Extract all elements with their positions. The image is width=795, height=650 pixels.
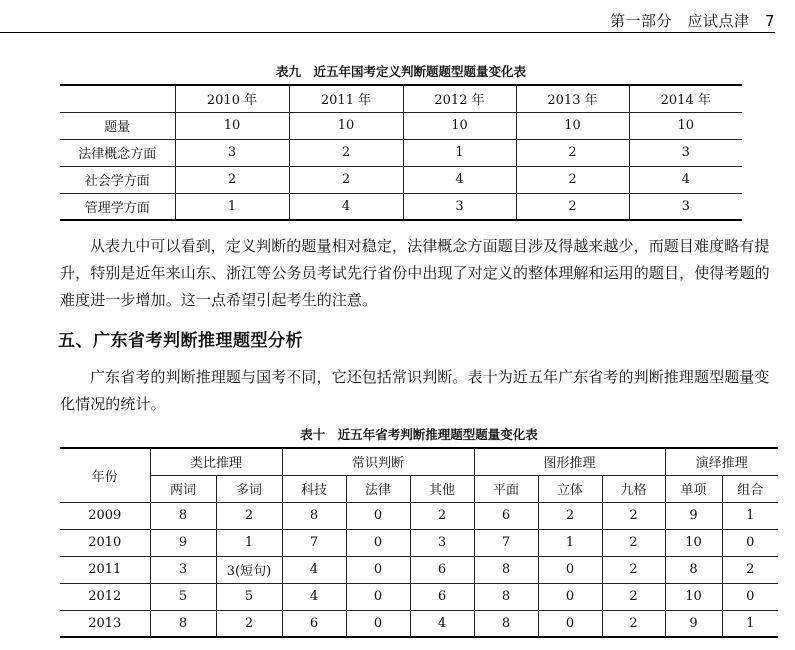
table10-cell: 7 [282,529,346,556]
table10-row [60,556,778,583]
table9-cell: 2 [516,193,629,220]
table9-header-cell [60,85,175,112]
table10-cell: 0 [346,556,410,583]
table9-cell: 4 [289,193,403,220]
table10-cell: 0 [722,583,778,610]
table10-cell: 7 [474,529,538,556]
table10-cell: 2 [722,556,778,583]
table9-cell: 4 [629,166,742,193]
table10-cell: 8 [474,583,538,610]
paragraph-1: 从表九中可以看到，定义判断的题量相对稳定，法律概念方面题目涉及得越来越少，而题目难度略有提升，特别是近年来山东、浙江等公务员考试先行省份中出现了对定义的整体理解和运用的题目，使得考题的难度进一步增加。这一点希望引起考生的注意。 [60,237,770,309]
table9 [60,84,742,221]
table10-year-header: 年份 [60,448,150,502]
table9-cell: 10 [516,112,629,139]
table9-cell: 1 [175,193,289,220]
table10-group-row [60,448,778,475]
table9-cell: 3 [403,193,516,220]
table10-cell: 2 [602,529,665,556]
table9-cell: 3 [629,193,742,220]
table10-cell: 6 [410,556,474,583]
header-text: 第一部分 应试点津 7 [609,12,775,30]
table10-subheader: 多词 [216,475,282,502]
table9-cell: 1 [403,139,516,166]
page-header [0,8,775,33]
table10-cell: 8 [474,610,538,637]
table10-cell: 5 [150,583,216,610]
table10-cell: 2 [602,502,665,529]
table9-cell: 3 [629,139,742,166]
table10-caption: 表十 近五年省考判断推理题型题量变化表 [300,427,538,442]
table9-cell: 2 [175,166,289,193]
table10-subheader: 两词 [150,475,216,502]
table10-cell: 8 [282,502,346,529]
table10-cell: 0 [538,556,602,583]
table9-cell: 管理学方面 [60,193,175,220]
table10-cell: 4 [282,556,346,583]
table9-cell: 10 [289,112,403,139]
table9-header-cell: 2011 年 [289,85,403,112]
table10-subheader: 立体 [538,475,602,502]
table9-header-row [60,85,742,112]
table10-subheader: 科技 [282,475,346,502]
table9-header-cell: 2012 年 [403,85,516,112]
table10-row [60,583,778,610]
table10 [60,447,778,638]
table10-cell: 1 [538,529,602,556]
table10-cell: 3 [150,556,216,583]
table10-row [60,529,778,556]
table9-cell: 2 [289,139,403,166]
table10-cell: 4 [282,583,346,610]
table9-cell: 2 [516,139,629,166]
table10-group-header: 常识判断 [282,448,474,475]
table10-cell: 2 [410,502,474,529]
table10-cell: 8 [665,556,722,583]
table10-cell: 1 [722,502,778,529]
table10-cell: 4 [410,610,474,637]
table9-row [60,193,742,220]
table10-cell: 2 [602,610,665,637]
table9-caption: 表九 近五年国考定义判断题题型题量变化表 [275,64,526,79]
table10-cell: 0 [538,610,602,637]
table9-cell: 4 [403,166,516,193]
table10-cell: 10 [665,583,722,610]
table10-cell: 2 [216,502,282,529]
table10-cell: 0 [722,529,778,556]
table9-cell: 10 [403,112,516,139]
table10-cell: 2 [216,610,282,637]
table9-row [60,166,742,193]
paragraph-2: 广东省考的判断推理题与国考不同，它还包括常识判断。表十为近五年广东省考的判断推理题型题量变化情况的统计。 [60,368,770,413]
table9-cell: 10 [175,112,289,139]
table9-cell: 2 [516,166,629,193]
table9-row [60,139,742,166]
table10-subheader: 组合 [722,475,778,502]
table10-cell: 6 [474,502,538,529]
table10-cell: 0 [346,583,410,610]
table9-cell: 2 [289,166,403,193]
table10-cell: 1 [216,529,282,556]
table10-cell: 0 [346,529,410,556]
table10-cell: 2 [602,556,665,583]
table10-cell: 6 [282,610,346,637]
table10-row [60,610,778,637]
table9-cell: 10 [629,112,742,139]
table10-cell: 0 [346,502,410,529]
table9-cell: 题量 [60,112,175,139]
table10-group-header: 类比推理 [150,448,282,475]
table10-subheader: 单项 [665,475,722,502]
table10-subheader: 法律 [346,475,410,502]
table9-row [60,112,742,139]
table10-cell: 2009 [60,502,150,529]
table10-cell: 0 [346,610,410,637]
table9-header-cell: 2013 年 [516,85,629,112]
table10-subheader: 平面 [474,475,538,502]
table10-subheader-row [60,475,778,502]
table10-cell: 8 [474,556,538,583]
table10-cell: 2010 [60,529,150,556]
table10-cell: 2012 [60,583,150,610]
table10-cell: 10 [665,529,722,556]
table10-cell: 2013 [60,610,150,637]
table10-cell: 8 [150,610,216,637]
table10-cell: 8 [150,502,216,529]
table9-cell: 法律概念方面 [60,139,175,166]
table10-cell: 9 [665,610,722,637]
table9-cell: 3 [175,139,289,166]
table10-cell: 2 [538,502,602,529]
table9-cell: 社会学方面 [60,166,175,193]
table10-row [60,502,778,529]
section-title: 五、广东省考判断推理题型分析 [58,331,303,351]
table10-cell: 3(短句) [216,556,282,583]
table10-group-header: 演绎推理 [665,448,778,475]
table10-cell: 3 [410,529,474,556]
table10-cell: 2 [602,583,665,610]
table10-cell: 0 [538,583,602,610]
table9-header-cell: 2014 年 [629,85,742,112]
table10-cell: 9 [150,529,216,556]
table10-subheader: 九格 [602,475,665,502]
table10-cell: 1 [722,610,778,637]
table9-header-cell: 2010 年 [175,85,289,112]
table10-cell: 5 [216,583,282,610]
table10-cell: 9 [665,502,722,529]
table10-cell: 2011 [60,556,150,583]
table10-cell: 6 [410,583,474,610]
table10-group-header: 图形推理 [474,448,665,475]
table10-subheader: 其他 [410,475,474,502]
